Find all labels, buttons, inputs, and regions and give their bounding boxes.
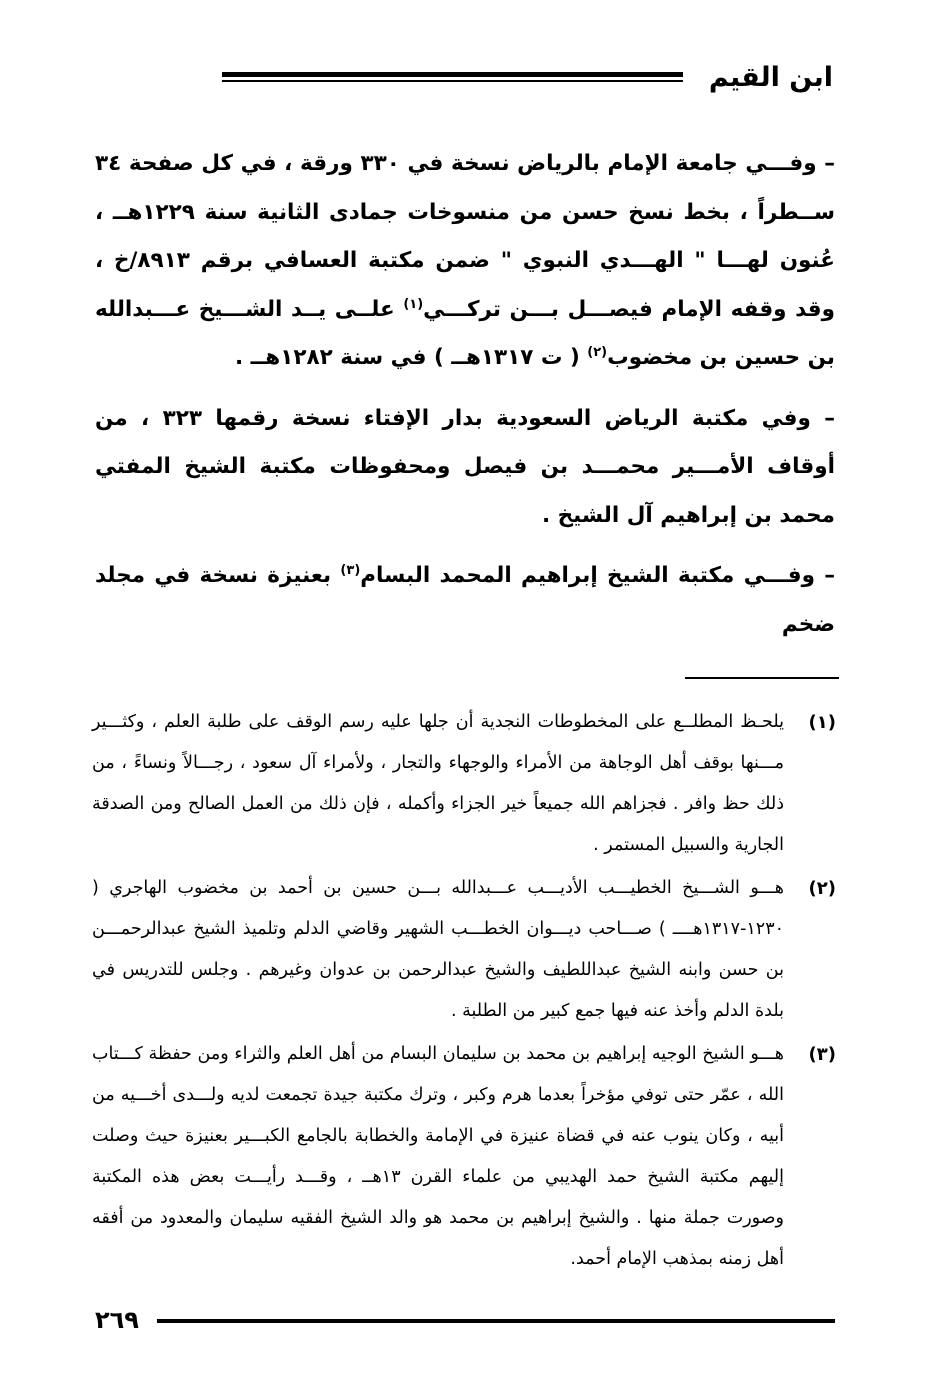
paragraph-text: ( ت ١٣١٧هــ ) في سنة ١٢٨٢هــ .	[234, 345, 588, 370]
paragraph-text: – وفـــي مكتبة الشيخ إبراهيم المحمد البسام	[360, 563, 835, 588]
page-number: ٢٦٩	[95, 1306, 139, 1334]
footnote-text: هـــو الشـــيخ الخطيـــب الأديـــب عـــبدالله بـــن حسين بن أحمد بن مخضوب الهاجري ( ١٢٣٠-١٣١٧هــــ ) صـــاحب ديـــوان الخطـــب الشهير وقاضي الدلم وتلميذ الشيخ عبدالرحمـــن بن حسن وابنه الشيخ عبداللطيف والشيخ عبدالرحمن بن عدوان وغيرهم . وجلس للتدريس في بلدة الدلم وأخذ عنه فيها جمع كبير من الطلبة .	[92, 878, 784, 1021]
paragraph-text: علــى يــد الشـــيخ عـــبدالله بن حسين بن مخضوب	[95, 296, 835, 370]
footnote-2	[92, 868, 836, 1032]
footnote-separator	[685, 677, 839, 679]
paragraph-text: – وفـــي جامعة الإمام بالرياض نسخة في ٣٣٠ ورقة ، في كل صفحة ٣٤ ســطراً ، بخط نسخ حسن من منسوخات جمادى الثانية سنة ١٢٢٩هــ ، عُنون لهـــا " الهـــدي النبوي " ضمن مكتبة العسافي برقم ٨٩١٣/خ ، وقد وقفه الإمام فيصـــل بـــن تركـــي	[95, 151, 836, 322]
footnote-text: يلحـظ المطلــع على المخطوطات النجدية أن جلها عليه رسم الوقف على طلبة العلم ، وكثـــير مـــنها بوقف أهل الوجاهة من الأمراء والوجهاء والتجار ، ولأمراء آل سعود ، رجـــالاً ونساءً ، من ذلك حظ وافر . فجزاهم الله جميعاً خير الجزاء وأكمله ، فإن ذلك من العمل الصالح ومن الصدقة الجارية والسبيل المستمر .	[92, 712, 784, 855]
footnote-ref-1[interactable]: (١)	[403, 296, 424, 312]
footnote-number: (١)	[808, 712, 836, 733]
paragraph-text: بعنيزة نسخة في مجلد ضخم	[95, 563, 835, 637]
running-header-title: ابن القيم	[708, 62, 833, 93]
footnote-text: هـــو الشيخ الوجيه إبراهيم بن محمد بن سليمان البسام من أهل العلم والثراء ومن حفظة كـــتاب الله ، عمّر حتى توفي مؤخراً بعدما هرم وكبر ، وترك مكتبة جيدة تجمعت لديه ولـــدى أخـــيه من أبيه ، وكان ينوب عنه في قضاة عنيزة في الإمامة والخطابة بالجامع الكبـــير بعنيزة حيث وصلت إليهم مكتبة الشيخ حمد الهديبي من علماء القرن ١٣هــ ، وقـــد رأيـــت بعض هذه المكتبة وصورت جملة منها . والشيخ إبراهيم بن محمد هو والد الشيخ الفقيه سليمان والمعدود من أفقه أهل زمنه بمذهب الإمام أحمد.	[92, 1044, 784, 1269]
page-footer	[95, 1300, 835, 1340]
paragraph-riyadh-library: – وفي مكتبة الرياض السعودية بدار الإفتاء نسخة رقمها ٣٢٣ ، من أوقاف الأمـــير محمـــد بن فيصل ومحفوظات مكتبة الشيخ المفتي محمد بن إبراهيم آل الشيخ .	[95, 405, 835, 528]
footnote-number: (٢)	[808, 878, 836, 899]
footnote-ref-2[interactable]: (٢)	[587, 344, 608, 360]
paragraph-bassam-library	[95, 552, 835, 649]
footnotes	[92, 702, 836, 1282]
footer-rule	[157, 1319, 835, 1323]
running-header	[95, 56, 833, 104]
paragraph-imam-university	[95, 140, 835, 383]
footnote-ref-3[interactable]: (٣)	[340, 562, 361, 578]
header-double-rule	[222, 72, 683, 82]
footnote-3	[92, 1034, 836, 1280]
header-rule-thin	[222, 80, 683, 82]
main-text	[95, 140, 835, 661]
header-rule-thick	[222, 72, 683, 77]
footnote-1	[92, 702, 836, 866]
footnote-number: (٣)	[808, 1044, 836, 1065]
